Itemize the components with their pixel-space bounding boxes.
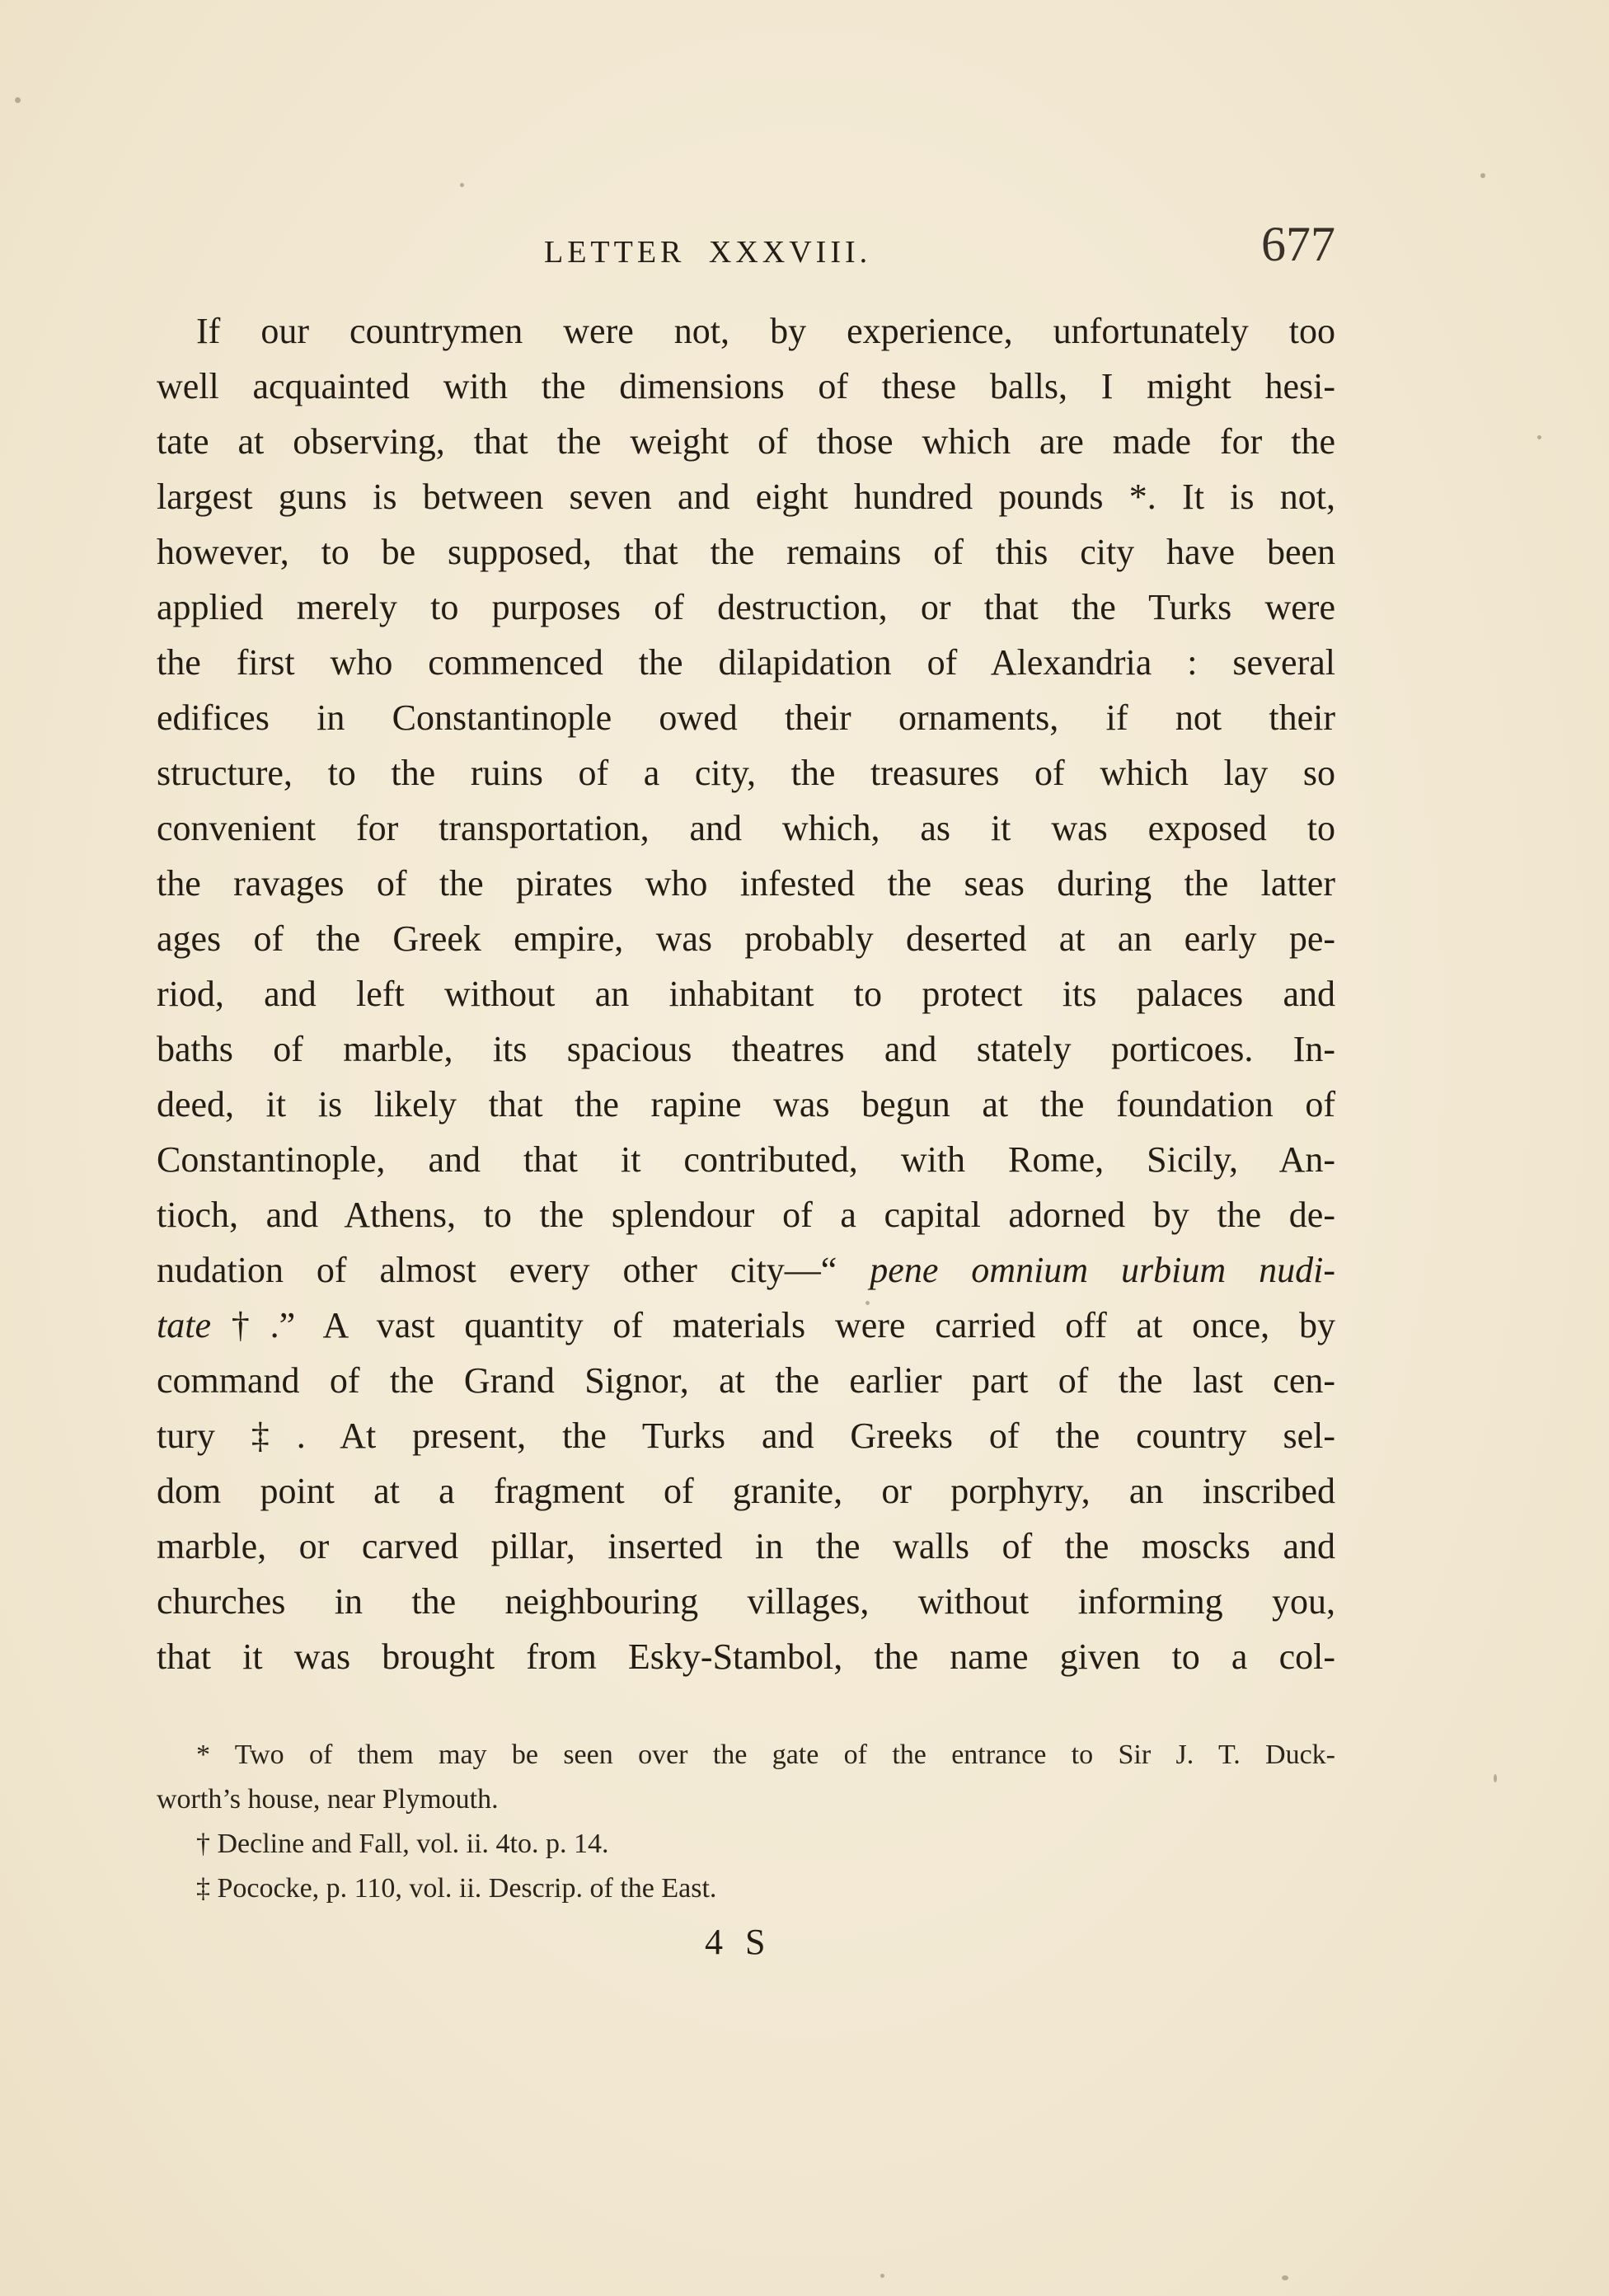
paper-speck — [1282, 2275, 1288, 2280]
running-head: LETTER XXXVIII. — [544, 235, 872, 270]
text-line: deed, it is likely that the rapine was begun at the foundation of — [157, 1084, 1335, 1125]
text-line: If our countrymen were not, by experience, unfortunately too — [196, 311, 1335, 351]
text-fragment: nudation of almost every other city—“ — [157, 1250, 837, 1290]
text-line: Constantinople, and that it contributed, with Rome, Sicily, An- — [157, 1139, 1335, 1180]
text-line: marble, or carved pillar, inserted in the walls of the moscks and — [157, 1526, 1335, 1566]
signature-mark: 4 S — [705, 1922, 772, 1962]
text-line: tury ‡. At present, the Turks and Greeks of the country sel- — [157, 1416, 1335, 1456]
text-fragment: †.” A vast quantity of materials were carried off at once, by — [210, 1305, 1335, 1345]
paper-speck — [460, 183, 464, 187]
text-line: that it was brought from Esky-Stambol, the name given to a col- — [157, 1636, 1335, 1677]
text-line: largest guns is between seven and eight hundred pounds *. It is not, — [157, 477, 1335, 517]
text-line: well acquainted with the dimensions of these balls, I might hesi- — [157, 366, 1335, 406]
text-line: the ravages of the pirates who infested the seas during the latter — [157, 863, 1335, 904]
paper-speck — [1537, 435, 1541, 439]
latin-quotation: tate — [157, 1305, 211, 1345]
text-line: edifices in Constantinople owed their ornaments, if not their — [157, 697, 1335, 738]
page-header — [157, 216, 1335, 274]
paper-speck — [1494, 1774, 1497, 1782]
text-line: riod, and left without an inhabitant to protect its palaces and — [157, 974, 1335, 1014]
text-line: the first who commenced the dilapidation of Alexandria : several — [157, 642, 1335, 683]
text-line: dom point at a fragment of granite, or porphyry, an inscribed — [157, 1471, 1335, 1511]
text-line: churches in the neighbouring villages, without informing you, — [157, 1581, 1335, 1622]
text-line: convenient for transportation, and which, as it was exposed to — [157, 808, 1335, 848]
text-line: however, to be supposed, that the remains of this city have been — [157, 532, 1335, 572]
text-line — [157, 1242, 1335, 1298]
paper-speck — [880, 2274, 884, 2278]
footnote-1-line-2: worth’s house, near Plymouth. — [157, 1784, 499, 1815]
text-line: applied merely to purposes of destruction, or that the Turks were — [157, 587, 1335, 627]
text-line: tate at observing, that the weight of those which are made for the — [157, 421, 1335, 462]
paper-speck — [15, 97, 21, 103]
text-line: baths of marble, its spacious theatres and stately porticoes. In- — [157, 1029, 1335, 1069]
latin-quotation: pene omnium urbium nudi- — [870, 1250, 1335, 1290]
text-line — [157, 1298, 1335, 1353]
footnote-1-line-1: * Two of them may be seen over the gate of the entrance to Sir J. T. Duck- — [196, 1740, 1335, 1770]
footnote-3: ‡ Pococke, p. 110, vol. ii. Descrip. of the East. — [196, 1873, 717, 1904]
text-line: tioch, and Athens, to the splendour of a capital adorned by the de- — [157, 1195, 1335, 1235]
footnotes — [157, 1733, 1335, 1911]
text-line: structure, to the ruins of a city, the treasures of which lay so — [157, 753, 1335, 793]
paper-speck — [1480, 173, 1485, 178]
body-text — [157, 303, 1335, 1684]
footnote-2: † Decline and Fall, vol. ii. 4to. p. 14. — [196, 1829, 609, 1859]
page-number: 677 — [1261, 217, 1335, 271]
text-line: command of the Grand Signor, at the earlier part of the last cen- — [157, 1360, 1335, 1401]
text-line: ages of the Greek empire, was probably deserted at an early pe- — [157, 918, 1335, 959]
